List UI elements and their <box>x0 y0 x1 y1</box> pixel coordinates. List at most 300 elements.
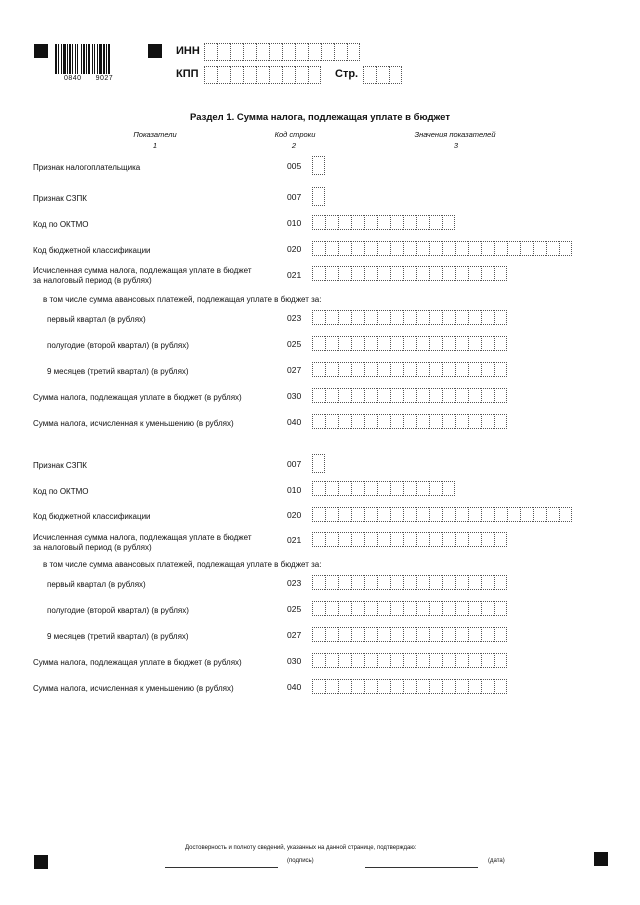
char-cell[interactable] <box>494 336 507 351</box>
char-cell[interactable] <box>481 266 494 281</box>
char-cell[interactable] <box>429 627 442 642</box>
char-cell[interactable] <box>338 215 351 230</box>
char-cell[interactable] <box>429 241 442 256</box>
char-cell[interactable] <box>546 241 559 256</box>
char-cell[interactable] <box>494 388 507 403</box>
char-cell[interactable] <box>338 653 351 668</box>
char-cell[interactable] <box>481 532 494 547</box>
char-cell[interactable] <box>351 627 364 642</box>
char-cell[interactable] <box>468 241 481 256</box>
char-cell[interactable] <box>338 627 351 642</box>
char-cell[interactable] <box>442 336 455 351</box>
char-cell[interactable] <box>429 507 442 522</box>
char-cell[interactable] <box>364 481 377 496</box>
char-cell[interactable] <box>312 388 325 403</box>
char-cell[interactable] <box>351 414 364 429</box>
char-cell[interactable] <box>377 414 390 429</box>
char-cell[interactable] <box>377 362 390 377</box>
char-cell[interactable] <box>325 532 338 547</box>
payable-sum-field-b2[interactable] <box>312 653 507 668</box>
char-cell[interactable] <box>468 336 481 351</box>
char-cell[interactable] <box>243 66 256 84</box>
char-cell[interactable] <box>429 679 442 694</box>
char-cell[interactable] <box>481 679 494 694</box>
char-cell[interactable] <box>351 532 364 547</box>
char-cell[interactable] <box>416 627 429 642</box>
char-cell[interactable] <box>468 388 481 403</box>
char-cell[interactable] <box>455 679 468 694</box>
char-cell[interactable] <box>364 388 377 403</box>
page-number-field[interactable] <box>363 66 402 84</box>
char-cell[interactable] <box>429 653 442 668</box>
char-cell[interactable] <box>403 362 416 377</box>
char-cell[interactable] <box>351 507 364 522</box>
char-cell[interactable] <box>312 310 325 325</box>
payable-sum-field[interactable] <box>312 388 507 403</box>
char-cell[interactable] <box>308 43 321 61</box>
char-cell[interactable] <box>455 336 468 351</box>
char-cell[interactable] <box>494 627 507 642</box>
char-cell[interactable] <box>442 627 455 642</box>
char-cell[interactable] <box>295 43 308 61</box>
char-cell[interactable] <box>442 388 455 403</box>
char-cell[interactable] <box>468 532 481 547</box>
char-cell[interactable] <box>363 66 376 84</box>
char-cell[interactable] <box>364 679 377 694</box>
char-cell[interactable] <box>312 679 325 694</box>
char-cell[interactable] <box>338 388 351 403</box>
char-cell[interactable] <box>256 43 269 61</box>
char-cell[interactable] <box>338 414 351 429</box>
char-cell[interactable] <box>416 388 429 403</box>
char-cell[interactable] <box>243 43 256 61</box>
char-cell[interactable] <box>377 310 390 325</box>
char-cell[interactable] <box>312 507 325 522</box>
char-cell[interactable] <box>325 414 338 429</box>
char-cell[interactable] <box>481 627 494 642</box>
char-cell[interactable] <box>481 653 494 668</box>
char-cell[interactable] <box>364 362 377 377</box>
char-cell[interactable] <box>351 362 364 377</box>
char-cell[interactable] <box>403 336 416 351</box>
oktmo-field-b2[interactable] <box>312 481 455 496</box>
char-cell[interactable] <box>429 575 442 590</box>
char-cell[interactable] <box>416 575 429 590</box>
char-cell[interactable] <box>338 310 351 325</box>
char-cell[interactable] <box>494 601 507 616</box>
char-cell[interactable] <box>351 336 364 351</box>
char-cell[interactable] <box>364 414 377 429</box>
h1-sum-field-b2[interactable] <box>312 601 507 616</box>
char-cell[interactable] <box>204 66 217 84</box>
char-cell[interactable] <box>416 310 429 325</box>
char-cell[interactable] <box>390 653 403 668</box>
char-cell[interactable] <box>429 388 442 403</box>
char-cell[interactable] <box>494 266 507 281</box>
char-cell[interactable] <box>494 414 507 429</box>
char-cell[interactable] <box>416 414 429 429</box>
char-cell[interactable] <box>390 362 403 377</box>
char-cell[interactable] <box>312 156 325 175</box>
char-cell[interactable] <box>403 266 416 281</box>
inn-field[interactable] <box>204 43 360 61</box>
char-cell[interactable] <box>325 241 338 256</box>
char-cell[interactable] <box>494 679 507 694</box>
char-cell[interactable] <box>481 601 494 616</box>
szpk-sign-field[interactable] <box>312 187 325 206</box>
char-cell[interactable] <box>351 266 364 281</box>
char-cell[interactable] <box>403 575 416 590</box>
taxpayer-sign-field[interactable] <box>312 156 325 175</box>
char-cell[interactable] <box>442 601 455 616</box>
char-cell[interactable] <box>351 388 364 403</box>
char-cell[interactable] <box>338 362 351 377</box>
char-cell[interactable] <box>468 653 481 668</box>
char-cell[interactable] <box>390 241 403 256</box>
char-cell[interactable] <box>546 507 559 522</box>
char-cell[interactable] <box>377 601 390 616</box>
char-cell[interactable] <box>533 507 546 522</box>
char-cell[interactable] <box>217 66 230 84</box>
char-cell[interactable] <box>351 215 364 230</box>
char-cell[interactable] <box>494 310 507 325</box>
char-cell[interactable] <box>338 575 351 590</box>
char-cell[interactable] <box>312 454 325 473</box>
char-cell[interactable] <box>390 310 403 325</box>
char-cell[interactable] <box>325 679 338 694</box>
char-cell[interactable] <box>364 653 377 668</box>
char-cell[interactable] <box>364 310 377 325</box>
char-cell[interactable] <box>364 601 377 616</box>
char-cell[interactable] <box>442 310 455 325</box>
char-cell[interactable] <box>389 66 402 84</box>
char-cell[interactable] <box>390 575 403 590</box>
row-label-023-b2: первый квартал (в рублях) <box>47 580 146 589</box>
char-cell[interactable] <box>429 414 442 429</box>
char-cell[interactable] <box>403 627 416 642</box>
row-code-030-b2: 030 <box>287 656 302 666</box>
char-cell[interactable] <box>468 679 481 694</box>
char-cell[interactable] <box>312 241 325 256</box>
char-cell[interactable] <box>416 679 429 694</box>
char-cell[interactable] <box>390 266 403 281</box>
char-cell[interactable] <box>325 601 338 616</box>
char-cell[interactable] <box>416 481 429 496</box>
char-cell[interactable] <box>377 388 390 403</box>
row-code-007: 007 <box>287 192 302 202</box>
char-cell[interactable] <box>429 481 442 496</box>
char-cell[interactable] <box>377 679 390 694</box>
char-cell[interactable] <box>455 388 468 403</box>
char-cell[interactable] <box>338 532 351 547</box>
char-cell[interactable] <box>312 532 325 547</box>
char-cell[interactable] <box>455 266 468 281</box>
char-cell[interactable] <box>347 43 360 61</box>
char-cell[interactable] <box>455 601 468 616</box>
char-cell[interactable] <box>325 575 338 590</box>
char-cell[interactable] <box>338 601 351 616</box>
char-cell[interactable] <box>351 575 364 590</box>
row-label-027: 9 месяцев (третий квартал) (в рублях) <box>47 367 189 376</box>
char-cell[interactable] <box>390 481 403 496</box>
char-cell[interactable] <box>403 601 416 616</box>
char-cell[interactable] <box>442 481 455 496</box>
section-title: Раздел 1. Сумма налога, подлежащая уплате в бюджет <box>190 112 450 123</box>
char-cell[interactable] <box>455 627 468 642</box>
date-line[interactable] <box>365 867 478 868</box>
q1-sum-field-b2[interactable] <box>312 575 507 590</box>
char-cell[interactable] <box>468 507 481 522</box>
char-cell[interactable] <box>520 241 533 256</box>
char-cell[interactable] <box>390 679 403 694</box>
char-cell[interactable] <box>442 532 455 547</box>
char-cell[interactable] <box>376 66 389 84</box>
char-cell[interactable] <box>442 679 455 694</box>
char-cell[interactable] <box>455 532 468 547</box>
char-cell[interactable] <box>416 362 429 377</box>
char-cell[interactable] <box>455 241 468 256</box>
char-cell[interactable] <box>338 336 351 351</box>
kbk-field[interactable] <box>312 241 572 256</box>
char-cell[interactable] <box>468 414 481 429</box>
char-cell[interactable] <box>481 362 494 377</box>
char-cell[interactable] <box>507 507 520 522</box>
char-cell[interactable] <box>494 575 507 590</box>
char-cell[interactable] <box>442 575 455 590</box>
char-cell[interactable] <box>325 653 338 668</box>
char-cell[interactable] <box>321 43 334 61</box>
char-cell[interactable] <box>455 310 468 325</box>
char-cell[interactable] <box>325 362 338 377</box>
char-cell[interactable] <box>468 310 481 325</box>
char-cell[interactable] <box>442 414 455 429</box>
char-cell[interactable] <box>377 481 390 496</box>
char-cell[interactable] <box>403 679 416 694</box>
nine-months-sum-field-b2[interactable] <box>312 627 507 642</box>
char-cell[interactable] <box>416 336 429 351</box>
char-cell[interactable] <box>403 507 416 522</box>
reduction-sum-field[interactable] <box>312 414 507 429</box>
char-cell[interactable] <box>559 241 572 256</box>
char-cell[interactable] <box>204 43 217 61</box>
char-cell[interactable] <box>364 532 377 547</box>
char-cell[interactable] <box>312 481 325 496</box>
char-cell[interactable] <box>269 43 282 61</box>
char-cell[interactable] <box>455 653 468 668</box>
kbk-field-b2[interactable] <box>312 507 572 522</box>
char-cell[interactable] <box>416 601 429 616</box>
char-cell[interactable] <box>338 507 351 522</box>
char-cell[interactable] <box>494 532 507 547</box>
char-cell[interactable] <box>312 575 325 590</box>
char-cell[interactable] <box>390 388 403 403</box>
char-cell[interactable] <box>481 310 494 325</box>
char-cell[interactable] <box>338 266 351 281</box>
char-cell[interactable] <box>416 241 429 256</box>
char-cell[interactable] <box>230 43 243 61</box>
char-cell[interactable] <box>481 575 494 590</box>
char-cell[interactable] <box>312 601 325 616</box>
char-cell[interactable] <box>325 266 338 281</box>
char-cell[interactable] <box>442 653 455 668</box>
char-cell[interactable] <box>481 414 494 429</box>
char-cell[interactable] <box>442 241 455 256</box>
char-cell[interactable] <box>429 310 442 325</box>
char-cell[interactable] <box>494 241 507 256</box>
char-cell[interactable] <box>364 215 377 230</box>
char-cell[interactable] <box>442 362 455 377</box>
char-cell[interactable] <box>325 481 338 496</box>
char-cell[interactable] <box>230 66 243 84</box>
char-cell[interactable] <box>507 241 520 256</box>
char-cell[interactable] <box>325 215 338 230</box>
char-cell[interactable] <box>325 388 338 403</box>
char-cell[interactable] <box>533 241 546 256</box>
char-cell[interactable] <box>403 653 416 668</box>
char-cell[interactable] <box>494 653 507 668</box>
char-cell[interactable] <box>559 507 572 522</box>
char-cell[interactable] <box>325 310 338 325</box>
char-cell[interactable] <box>403 310 416 325</box>
char-cell[interactable] <box>325 627 338 642</box>
char-cell[interactable] <box>364 336 377 351</box>
char-cell[interactable] <box>468 575 481 590</box>
char-cell[interactable] <box>390 215 403 230</box>
char-cell[interactable] <box>429 362 442 377</box>
char-cell[interactable] <box>494 507 507 522</box>
char-cell[interactable] <box>364 575 377 590</box>
char-cell[interactable] <box>312 362 325 377</box>
char-cell[interactable] <box>312 187 325 206</box>
char-cell[interactable] <box>256 66 269 84</box>
char-cell[interactable] <box>364 241 377 256</box>
char-cell[interactable] <box>468 627 481 642</box>
char-cell[interactable] <box>390 507 403 522</box>
char-cell[interactable] <box>403 532 416 547</box>
char-cell[interactable] <box>429 532 442 547</box>
oktmo-field[interactable] <box>312 215 455 230</box>
char-cell[interactable] <box>351 241 364 256</box>
char-cell[interactable] <box>364 627 377 642</box>
h1-sum-field[interactable] <box>312 336 507 351</box>
char-cell[interactable] <box>455 507 468 522</box>
char-cell[interactable] <box>351 601 364 616</box>
reduction-sum-field-b2[interactable] <box>312 679 507 694</box>
char-cell[interactable] <box>455 414 468 429</box>
char-cell[interactable] <box>429 601 442 616</box>
char-cell[interactable] <box>282 66 295 84</box>
tax-sum-period-field-b2[interactable] <box>312 532 507 547</box>
char-cell[interactable] <box>269 66 282 84</box>
char-cell[interactable] <box>312 653 325 668</box>
szpk-sign-field-b2[interactable] <box>312 454 325 473</box>
row-code-030: 030 <box>287 391 302 401</box>
char-cell[interactable] <box>442 266 455 281</box>
char-cell[interactable] <box>351 481 364 496</box>
char-cell[interactable] <box>325 336 338 351</box>
char-cell[interactable] <box>351 679 364 694</box>
char-cell[interactable] <box>377 532 390 547</box>
char-cell[interactable] <box>455 362 468 377</box>
char-cell[interactable] <box>429 336 442 351</box>
char-cell[interactable] <box>442 215 455 230</box>
kpp-field[interactable] <box>204 66 321 84</box>
char-cell[interactable] <box>468 601 481 616</box>
char-cell[interactable] <box>312 627 325 642</box>
char-cell[interactable] <box>416 215 429 230</box>
char-cell[interactable] <box>377 653 390 668</box>
char-cell[interactable] <box>295 66 308 84</box>
char-cell[interactable] <box>403 215 416 230</box>
char-cell[interactable] <box>416 507 429 522</box>
char-cell[interactable] <box>351 310 364 325</box>
char-cell[interactable] <box>364 266 377 281</box>
char-cell[interactable] <box>312 414 325 429</box>
char-cell[interactable] <box>429 266 442 281</box>
char-cell[interactable] <box>494 362 507 377</box>
char-cell[interactable] <box>481 507 494 522</box>
char-cell[interactable] <box>377 241 390 256</box>
char-cell[interactable] <box>217 43 230 61</box>
char-cell[interactable] <box>455 575 468 590</box>
char-cell[interactable] <box>429 215 442 230</box>
tax-sum-period-field[interactable] <box>312 266 507 281</box>
char-cell[interactable] <box>481 241 494 256</box>
char-cell[interactable] <box>377 336 390 351</box>
char-cell[interactable] <box>468 266 481 281</box>
char-cell[interactable] <box>338 679 351 694</box>
char-cell[interactable] <box>338 241 351 256</box>
char-cell[interactable] <box>334 43 347 61</box>
char-cell[interactable] <box>390 532 403 547</box>
char-cell[interactable] <box>312 215 325 230</box>
q1-sum-field[interactable] <box>312 310 507 325</box>
char-cell[interactable] <box>390 627 403 642</box>
char-cell[interactable] <box>351 653 364 668</box>
char-cell[interactable] <box>338 481 351 496</box>
char-cell[interactable] <box>416 653 429 668</box>
char-cell[interactable] <box>481 336 494 351</box>
char-cell[interactable] <box>468 362 481 377</box>
char-cell[interactable] <box>481 388 494 403</box>
char-cell[interactable] <box>377 575 390 590</box>
char-cell[interactable] <box>403 414 416 429</box>
char-cell[interactable] <box>377 627 390 642</box>
char-cell[interactable] <box>416 266 429 281</box>
char-cell[interactable] <box>377 507 390 522</box>
signature-line[interactable] <box>165 867 278 868</box>
char-cell[interactable] <box>403 388 416 403</box>
char-cell[interactable] <box>520 507 533 522</box>
char-cell[interactable] <box>403 241 416 256</box>
nine-months-sum-field[interactable] <box>312 362 507 377</box>
column-header-code-num: 2 <box>291 141 297 150</box>
char-cell[interactable] <box>403 481 416 496</box>
char-cell[interactable] <box>390 336 403 351</box>
char-cell[interactable] <box>364 507 377 522</box>
char-cell[interactable] <box>282 43 295 61</box>
char-cell[interactable] <box>312 336 325 351</box>
char-cell[interactable] <box>377 215 390 230</box>
char-cell[interactable] <box>416 532 429 547</box>
char-cell[interactable] <box>325 507 338 522</box>
char-cell[interactable] <box>390 414 403 429</box>
char-cell[interactable] <box>308 66 321 84</box>
char-cell[interactable] <box>390 601 403 616</box>
char-cell[interactable] <box>442 507 455 522</box>
char-cell[interactable] <box>312 266 325 281</box>
char-cell[interactable] <box>377 266 390 281</box>
